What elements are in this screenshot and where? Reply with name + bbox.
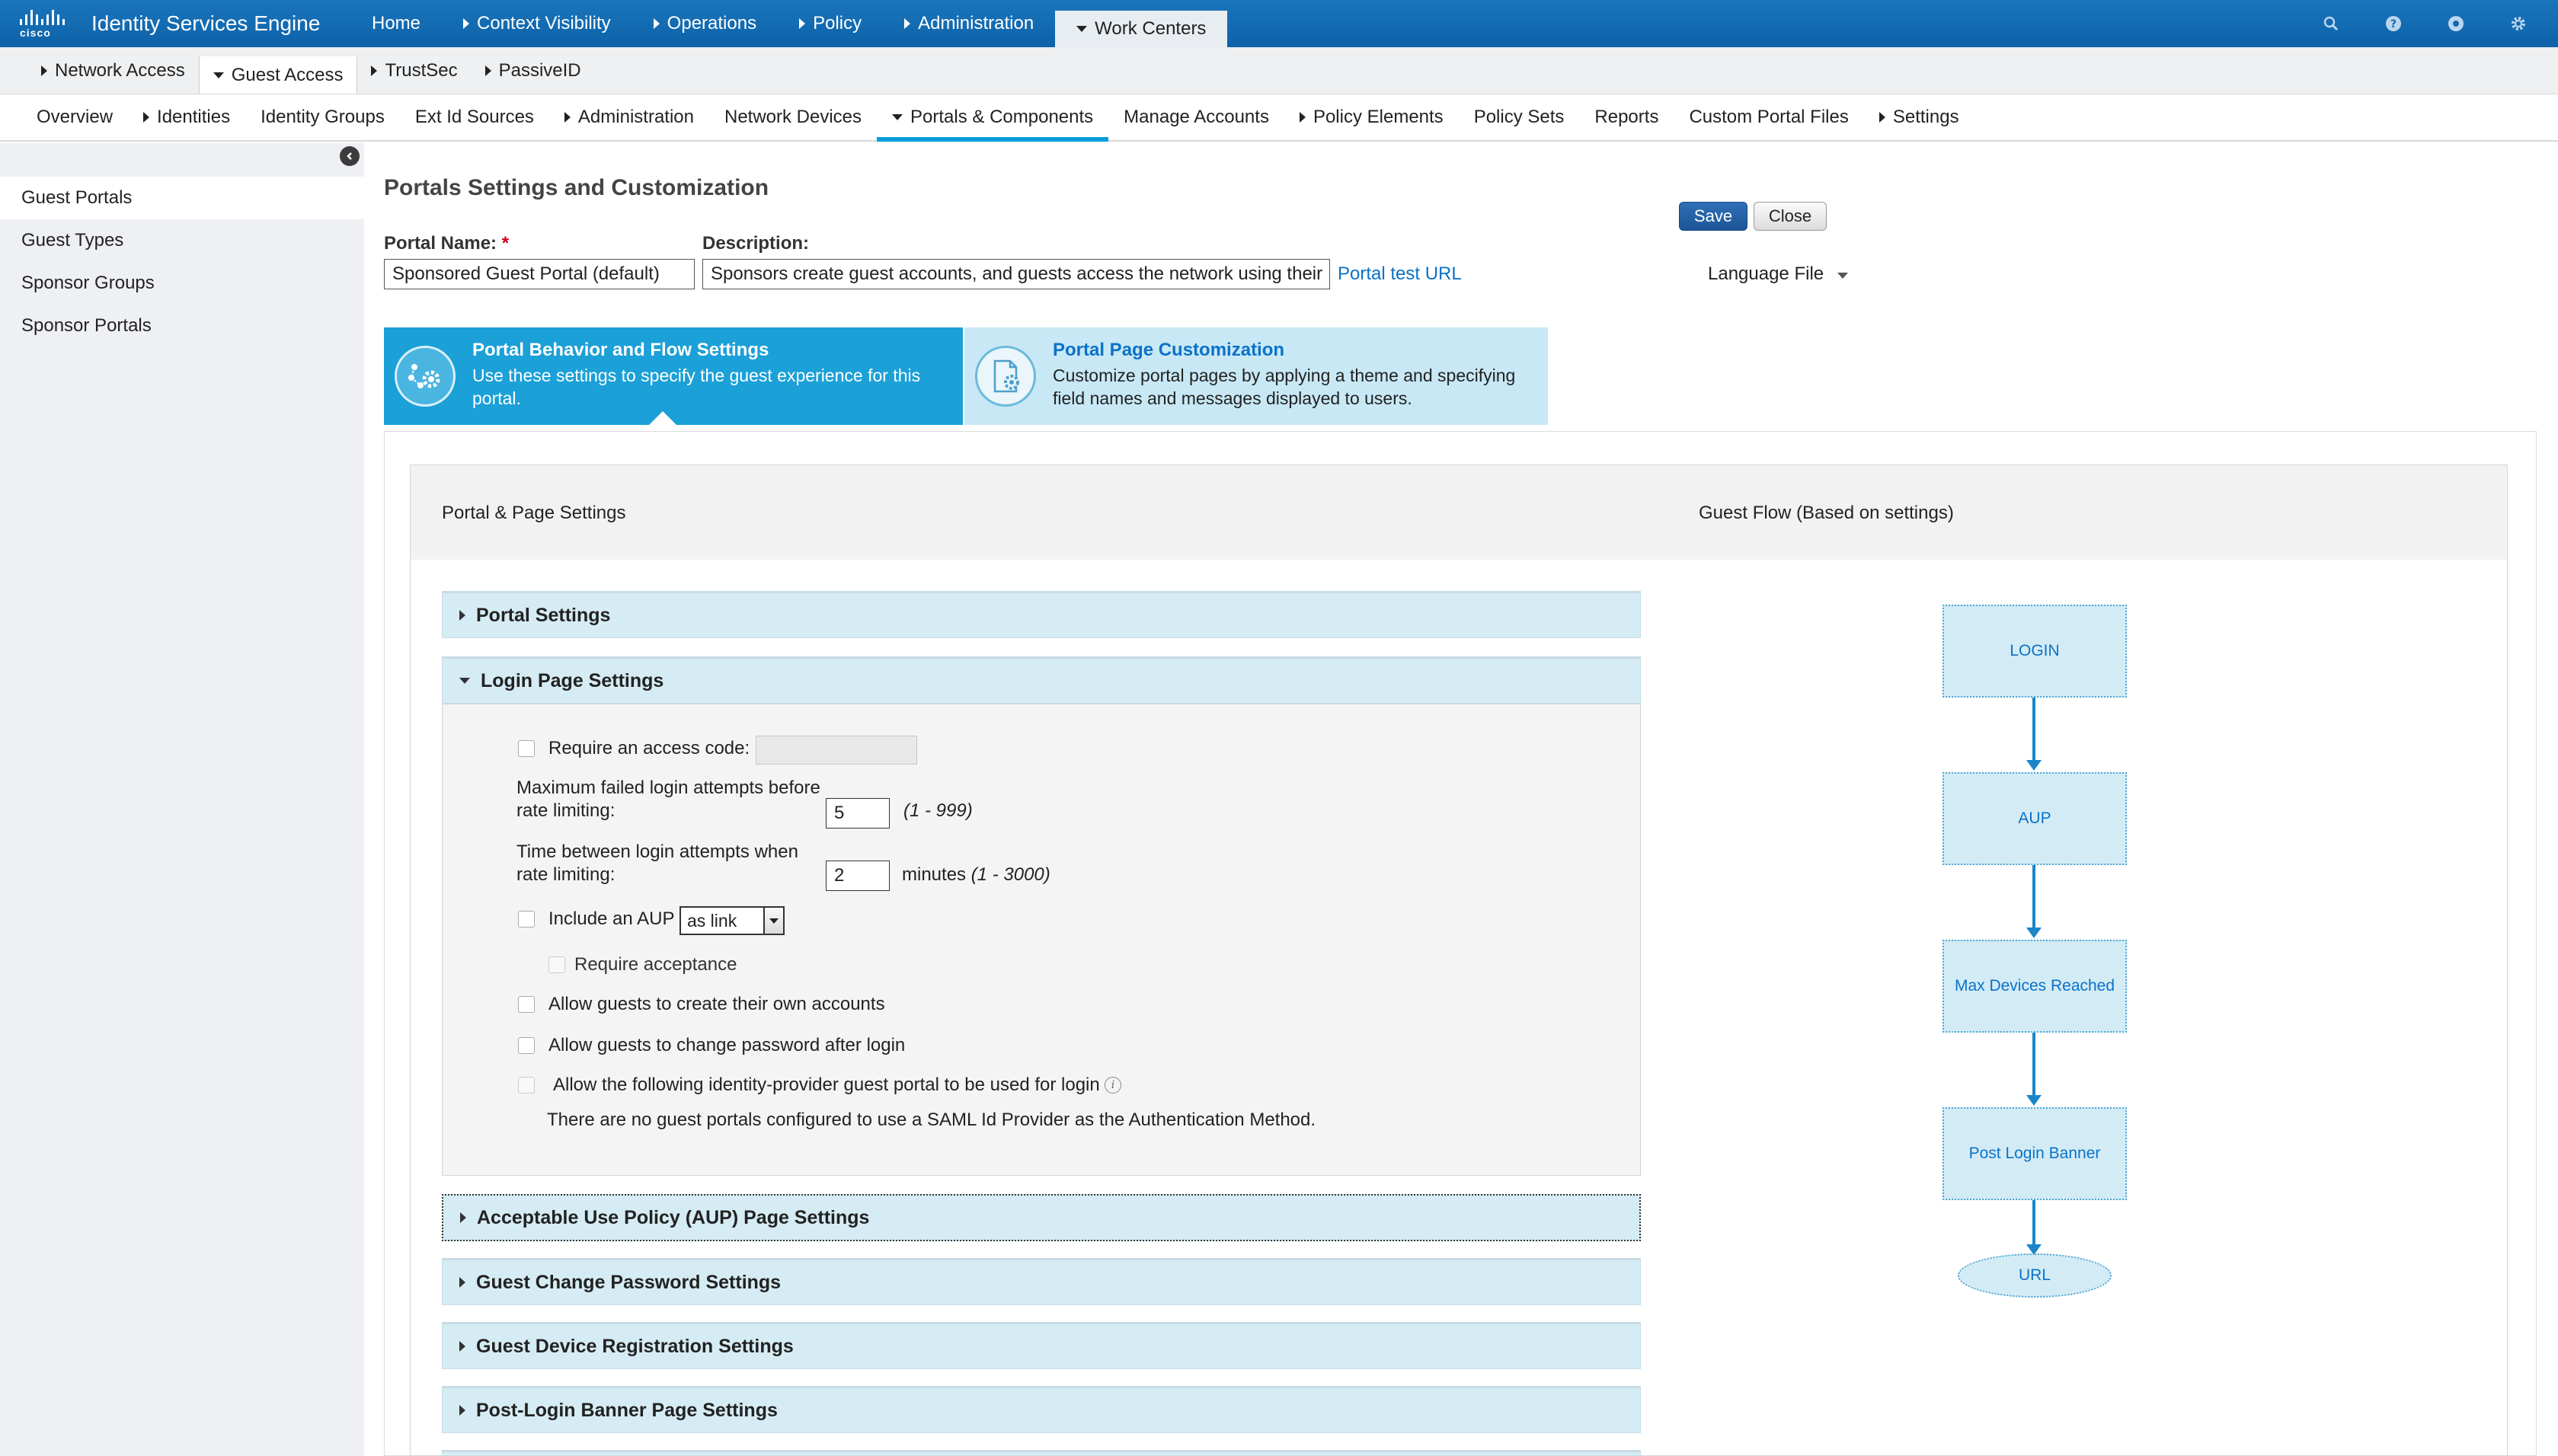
section-title: Acceptable Use Policy (AUP) Page Settings	[477, 1206, 870, 1228]
caret-right-icon	[904, 18, 910, 29]
tab-portal-page-customization[interactable]	[964, 327, 1548, 425]
subnav-passiveid[interactable]	[472, 47, 595, 94]
chevron-down-icon	[763, 908, 783, 934]
top-nav-context-visibility[interactable]	[442, 0, 632, 47]
flow-step-login: LOGIN	[1942, 605, 2127, 698]
portal-name-field[interactable]: Sponsored Guest Portal (default)	[384, 259, 695, 289]
section-login-page-settings[interactable]	[442, 656, 1641, 704]
sidebar-item-sponsor-groups[interactable]	[0, 262, 364, 305]
required-mark: *	[501, 233, 510, 254]
left-sidebar	[0, 143, 364, 1456]
flow-step-post-login-banner: Post Login Banner	[1942, 1107, 2127, 1200]
top-nav-policy[interactable]	[778, 0, 883, 47]
nav-label: Identities	[157, 107, 231, 127]
max-failed-range: (1 - 999)	[903, 800, 973, 821]
guest-flow-heading: Guest Flow (Based on settings)	[1699, 503, 1954, 523]
time-between-unit-range	[902, 864, 1050, 886]
portal-name-label	[384, 233, 509, 254]
nav-label: Administration	[577, 107, 694, 127]
top-header-bar	[0, 0, 2558, 47]
flow-step-max-devices: Max Devices Reached	[1942, 940, 2127, 1033]
caret-right-icon	[463, 18, 469, 29]
nav-portals-components[interactable]	[877, 94, 1108, 140]
caret-right-icon	[654, 18, 660, 29]
require-access-code-checkbox[interactable]	[518, 740, 535, 757]
time-range: (1 - 3000)	[970, 864, 1050, 885]
sidebar-item-label: Guest Types	[21, 230, 124, 251]
top-nav-work-centers[interactable]	[1055, 11, 1227, 47]
gear-icon[interactable]	[2509, 14, 2528, 33]
section-title: Post-Login Banner Page Settings	[476, 1399, 778, 1421]
save-button[interactable]: Save	[1679, 202, 1747, 231]
caret-right-icon	[460, 1212, 466, 1223]
chevron-down-icon	[1837, 273, 1848, 279]
nav-label: Network Devices	[724, 107, 862, 127]
nav-label: Reports	[1594, 107, 1659, 127]
flow-connector	[2032, 1200, 2035, 1249]
active-tab-pointer	[647, 411, 678, 426]
work-centers-subnav	[0, 47, 2558, 94]
caret-right-icon	[459, 1277, 465, 1288]
top-nav-home[interactable]	[350, 0, 442, 47]
top-nav-label: Policy	[813, 13, 862, 34]
access-code-field[interactable]	[756, 736, 917, 765]
info-icon[interactable]: i	[1105, 1077, 1121, 1094]
allow-change-password-checkbox[interactable]	[518, 1037, 535, 1054]
subnav-label: Network Access	[55, 59, 185, 81]
flow-arrow-icon	[2026, 928, 2042, 938]
allow-change-password-label: Allow guests to change password after login	[548, 1035, 906, 1055]
collapse-sidebar-icon[interactable]	[340, 146, 360, 166]
flow-settings-icon	[395, 346, 456, 407]
section-title: Portal Settings	[476, 604, 611, 626]
aup-select-value: as link	[687, 910, 737, 931]
top-nav-label: Context Visibility	[477, 13, 611, 34]
tab-title: Portal Behavior and Flow Settings	[472, 340, 769, 360]
caret-right-icon	[564, 112, 571, 123]
nav-identities[interactable]	[128, 94, 245, 140]
app-title: Identity Services Engine	[91, 11, 321, 35]
caret-right-icon	[371, 65, 377, 76]
section-aup-page-settings[interactable]	[442, 1194, 1641, 1241]
flow-connector	[2032, 865, 2035, 932]
description-label: Description:	[702, 233, 810, 254]
include-aup-checkbox[interactable]	[518, 911, 535, 928]
nav-settings[interactable]	[1864, 94, 1974, 140]
nav-policy-sets[interactable]	[1459, 94, 1580, 140]
require-acceptance-label: Require acceptance	[574, 954, 737, 975]
tab-description-line: Customize portal pages by applying a theme and specifying	[1053, 366, 1516, 385]
panel-header	[411, 465, 2507, 560]
flow-step-aup: AUP	[1942, 772, 2127, 865]
aup-display-select[interactable]	[679, 906, 785, 935]
nav-label: Identity Groups	[261, 107, 385, 127]
section-post-login-banner[interactable]	[442, 1386, 1641, 1433]
max-failed-attempts-input[interactable]: 5	[826, 798, 890, 829]
section-next-partial	[442, 1450, 1641, 1456]
subnav-network-access[interactable]	[27, 47, 199, 94]
top-nav-label: Home	[372, 13, 421, 34]
flow-connector	[2032, 698, 2035, 765]
notifications-icon[interactable]	[2447, 14, 2465, 33]
subnav-label: PassiveID	[498, 59, 581, 81]
section-guest-change-password[interactable]	[442, 1258, 1641, 1305]
sidebar-item-guest-portals[interactable]	[0, 177, 364, 219]
top-nav-label: Operations	[667, 13, 757, 34]
search-icon[interactable]	[2322, 14, 2340, 33]
tab-title: Portal Page Customization	[1053, 340, 1285, 360]
close-button[interactable]: Close	[1754, 202, 1827, 231]
sidebar-item-label: Sponsor Groups	[21, 273, 155, 293]
nav-network-devices[interactable]	[709, 94, 877, 140]
section-title: Guest Change Password Settings	[476, 1271, 782, 1293]
language-file-label: Language File	[1708, 263, 1824, 284]
nav-administration[interactable]	[549, 94, 709, 140]
portal-name-label-text: Portal Name:	[384, 233, 497, 254]
app-logo[interactable]	[0, 8, 350, 39]
allow-idp-portal-checkbox[interactable]	[518, 1077, 535, 1094]
max-failed-label-line2: rate limiting:	[516, 800, 616, 821]
caret-right-icon	[1879, 112, 1885, 123]
caret-right-icon	[1300, 112, 1306, 123]
time-unit: minutes	[902, 864, 967, 885]
subnav-guest-access[interactable]	[199, 56, 358, 94]
tab-description-line: portal.	[472, 388, 521, 408]
svg-text:?: ?	[2390, 18, 2397, 30]
description-field[interactable]: Sponsors create guest accounts, and guests access the network using their	[702, 259, 1330, 289]
caret-right-icon	[143, 112, 149, 123]
tab-description-line: field names and messages displayed to users.	[1053, 388, 1412, 408]
subnav-trustsec[interactable]	[357, 47, 471, 94]
caret-down-icon	[213, 72, 224, 78]
tab-description-line: Use these settings to specify the guest experience for this	[472, 366, 921, 385]
flow-arrow-icon	[2026, 1095, 2042, 1106]
top-nav-label: Work Centers	[1095, 18, 1207, 39]
flow-arrow-icon	[2026, 760, 2042, 771]
caret-right-icon	[459, 610, 465, 621]
nav-manage-accounts[interactable]	[1108, 94, 1284, 140]
no-saml-portals-note: There are no guest portals configured to use a SAML Id Provider as the Authentication Method.	[547, 1110, 1316, 1130]
nav-label: Ext Id Sources	[414, 107, 534, 127]
allow-create-accounts-checkbox[interactable]	[518, 996, 535, 1013]
tab-portal-behavior-flow[interactable]	[384, 327, 963, 425]
require-access-code-label: Require an access code:	[548, 738, 750, 758]
nav-label: Portals & Components	[910, 107, 1094, 127]
nav-reports[interactable]	[1579, 94, 1674, 140]
time-between-label-line1: Time between login attempts when	[516, 841, 798, 862]
nav-policy-elements[interactable]	[1284, 94, 1459, 140]
nav-label: Overview	[37, 107, 114, 127]
caret-right-icon	[799, 18, 805, 29]
caret-right-icon	[459, 1405, 465, 1416]
portal-page-settings-heading: Portal & Page Settings	[442, 503, 626, 523]
nav-overview[interactable]	[21, 94, 128, 140]
page-title: Portals Settings and Customization	[384, 175, 769, 200]
help-icon[interactable]	[2384, 14, 2403, 33]
caret-right-icon	[41, 65, 47, 76]
nav-label: Policy Elements	[1313, 107, 1444, 127]
nav-identity-groups[interactable]	[245, 94, 400, 140]
allow-create-accounts-label: Allow guests to create their own accounts	[548, 994, 885, 1014]
top-nav-operations[interactable]	[632, 0, 778, 47]
flow-end-url: URL	[1958, 1253, 2112, 1298]
caret-down-icon	[892, 114, 903, 120]
nav-ext-id-sources[interactable]	[400, 94, 549, 140]
include-aup-label: Include an AUP	[548, 908, 675, 929]
section-title: Login Page Settings	[481, 669, 664, 691]
nav-label: Custom Portal Files	[1689, 107, 1849, 127]
cisco-logo: cisco	[20, 8, 69, 39]
sidebar-item-guest-types[interactable]	[0, 219, 364, 262]
require-acceptance-checkbox[interactable]	[548, 956, 565, 973]
top-nav-administration[interactable]	[883, 0, 1055, 47]
sidebar-item-label: Sponsor Portals	[21, 315, 152, 336]
login-page-settings-body	[442, 704, 1641, 1176]
section-portal-settings[interactable]	[442, 591, 1641, 638]
allow-idp-portal-label: Allow the following identity-provider guest portal to be used for login	[553, 1074, 1100, 1095]
sidebar-item-label: Guest Portals	[21, 187, 133, 208]
time-between-attempts-input[interactable]: 2	[826, 861, 890, 891]
nav-label: Settings	[1892, 107, 1959, 127]
time-between-label-line2: rate limiting:	[516, 864, 616, 885]
sidebar-item-sponsor-portals[interactable]	[0, 305, 364, 347]
header-icons	[2322, 0, 2528, 47]
top-nav-label: Administration	[918, 13, 1034, 34]
nav-label: Manage Accounts	[1124, 107, 1269, 127]
language-file-dropdown[interactable]	[1708, 263, 1848, 285]
subnav-label: TrustSec	[385, 59, 458, 81]
section-title: Guest Device Registration Settings	[476, 1335, 794, 1357]
subnav-label: Guest Access	[231, 64, 344, 85]
nav-label: Policy Sets	[1473, 107, 1565, 127]
caret-right-icon	[459, 1341, 465, 1352]
top-nav	[350, 0, 1227, 47]
guest-access-nav	[0, 94, 2558, 142]
caret-down-icon	[1076, 26, 1087, 32]
caret-right-icon	[485, 65, 491, 76]
max-failed-label-line1: Maximum failed login attempts before	[516, 777, 820, 798]
caret-down-icon	[459, 678, 470, 684]
nav-custom-portal-files[interactable]	[1674, 94, 1863, 140]
section-guest-device-registration[interactable]	[442, 1322, 1641, 1369]
page-customization-icon	[975, 346, 1036, 407]
flow-connector	[2032, 1033, 2035, 1100]
portal-test-url-link[interactable]: Portal test URL	[1338, 263, 1462, 284]
